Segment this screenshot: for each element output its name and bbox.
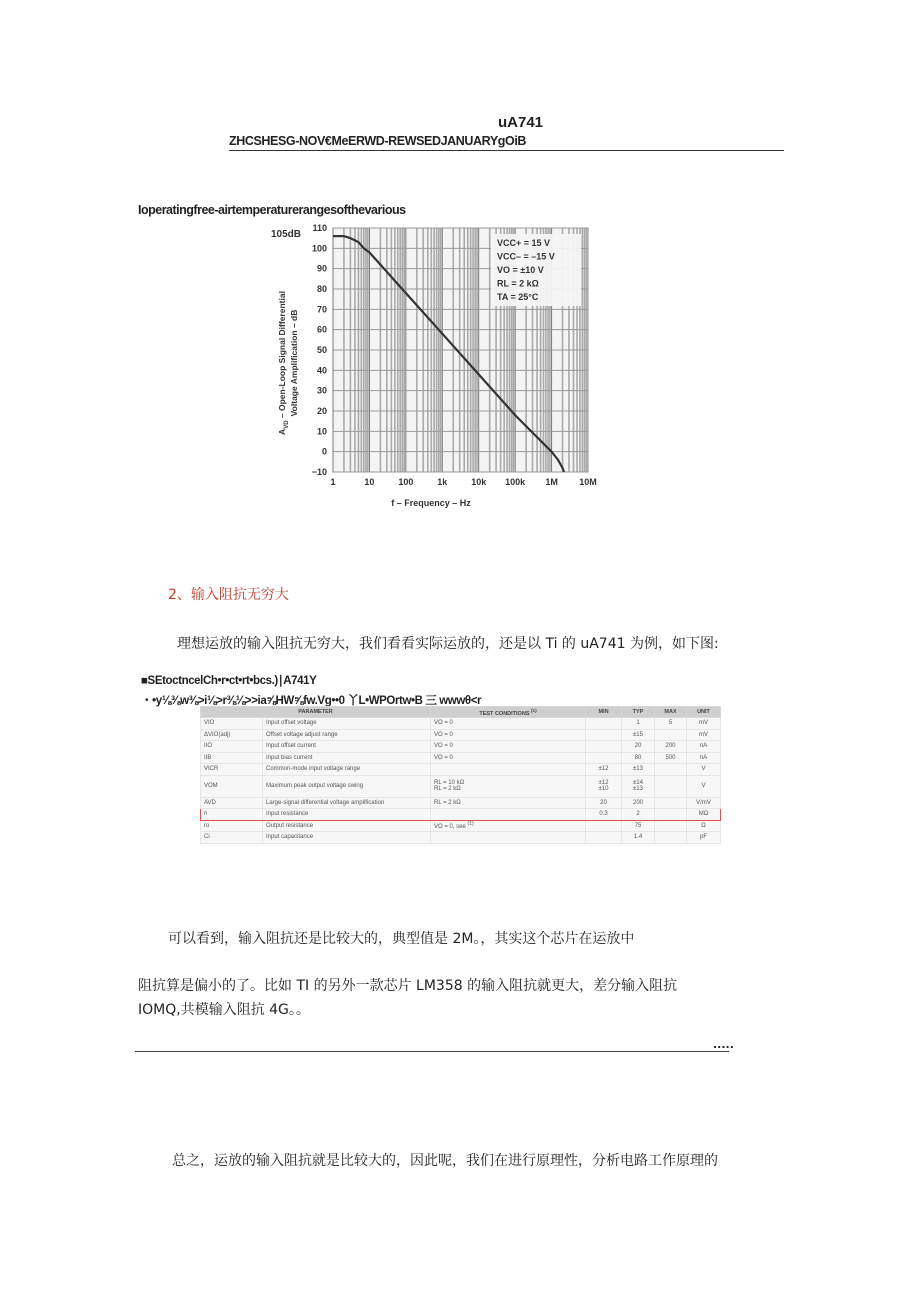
col-min: MIN bbox=[586, 707, 622, 718]
cell-max: 200 bbox=[655, 741, 687, 753]
y-tick-label: 0 bbox=[321, 446, 327, 457]
cell-min: 20 bbox=[586, 797, 622, 809]
y-axis-label-line2: Voltage Amplification – dB bbox=[289, 309, 299, 417]
table-caption-line2: ・•y⅛⅜w⅜>i⅛>r⅜⅛>>ia⅝HW⅝fw.Vg••0 丫L•WPOrtw•B 三 wwwθ<r bbox=[141, 695, 482, 707]
condition-text: VCC+ = 15 V bbox=[497, 238, 551, 248]
cell-max bbox=[655, 820, 687, 832]
cell-min: 0.3 bbox=[586, 809, 622, 821]
table-row bbox=[201, 729, 721, 741]
cell-param: Maximum peak output voltage swing bbox=[263, 775, 431, 797]
cell-min bbox=[586, 718, 622, 730]
y-axis-label-line1: $A_{VD}$ – Open-Loop Signal Differential bbox=[277, 291, 290, 435]
cell-param: Input offset current bbox=[263, 741, 431, 753]
cell-typ: 1 bbox=[622, 718, 655, 730]
cell-max bbox=[655, 832, 687, 844]
document-subtitle: ZHCSHESG-NOV€MeERWD-REWSEDJANUARYgOiB bbox=[229, 134, 527, 148]
y-tick-label: 50 bbox=[316, 345, 327, 355]
y-tick-label: 30 bbox=[316, 385, 327, 396]
x-tick-label: 100k bbox=[505, 477, 526, 487]
table-caption-line1: ■SEtoctncelCh•r•ct•rt•bcs.)∣A741Y bbox=[141, 675, 317, 687]
x-tick-label: 1M bbox=[545, 477, 558, 487]
cell-typ: ±15 bbox=[622, 729, 655, 741]
cell-param: Large-signal differential voltage amplification bbox=[263, 797, 431, 809]
cell-unit: pF bbox=[687, 832, 721, 844]
cell-symbol: Ci bbox=[201, 832, 263, 844]
cell-min: ±12 bbox=[586, 764, 622, 776]
document-title: uA741 bbox=[498, 114, 544, 131]
electrical-characteristics-table bbox=[200, 706, 720, 844]
cell-typ: 75 bbox=[622, 820, 655, 832]
table-row bbox=[201, 832, 721, 844]
table-row-input-resistance bbox=[201, 809, 721, 821]
cell-cond: VO = 0 bbox=[431, 718, 586, 730]
cell-cond: RL = 10 kΩ RL = 2 kΩ bbox=[431, 775, 586, 797]
cell-min: ±12 ±10 bbox=[586, 775, 622, 797]
col-unit: UNIT bbox=[687, 707, 721, 718]
cell-cond: VO = 0 bbox=[431, 752, 586, 764]
table-header-row bbox=[201, 707, 721, 718]
paragraph-comparison: 阻抗算是偏小的了。比如 TI 的另外一款芯片 LM358 的输入阻抗就更大，差分输入阻抗 bbox=[138, 978, 678, 994]
x-axis-label: f – Frequency – Hz bbox=[391, 498, 471, 508]
cell-symbol: IIO bbox=[201, 741, 263, 753]
open-loop-gain-chart bbox=[265, 218, 618, 510]
col-test-conditions: TEST CONDITIONS $^{(1)}$ bbox=[431, 707, 586, 718]
cell-unit: mV bbox=[687, 729, 721, 741]
cell-unit: nA bbox=[687, 741, 721, 753]
cell-min bbox=[586, 820, 622, 832]
table-row bbox=[201, 741, 721, 753]
cell-typ: 20 bbox=[622, 741, 655, 753]
cell-cond bbox=[431, 764, 586, 776]
cell-typ: 2 bbox=[622, 809, 655, 821]
x-tick-label: 10k bbox=[471, 477, 487, 487]
footer-dots: ..... bbox=[713, 1038, 734, 1051]
cell-symbol: VIO bbox=[201, 718, 263, 730]
cell-cond bbox=[431, 809, 586, 821]
cell-cond: VO = 0 bbox=[431, 729, 586, 741]
table-row-vom bbox=[201, 775, 721, 797]
x-tick-label: 10M bbox=[579, 477, 597, 487]
y-tick-label: 40 bbox=[316, 365, 327, 376]
test-conditions bbox=[491, 234, 581, 306]
cell-cond: VO = 0 bbox=[431, 741, 586, 753]
y-tick-label: 20 bbox=[316, 406, 327, 416]
cell-cond bbox=[431, 832, 586, 844]
cell-typ: 80 bbox=[622, 752, 655, 764]
cell-symbol: VOM bbox=[201, 775, 263, 797]
figure-caption: Ioperatingfree-airtemperaturerangesofthevarious bbox=[138, 203, 406, 217]
footer-divider bbox=[135, 1051, 729, 1052]
section-heading: 2、输入阻抗无穷大 bbox=[168, 587, 289, 603]
x-tick-label: 1 bbox=[330, 477, 336, 487]
cell-max bbox=[655, 809, 687, 821]
cell-max: 500 bbox=[655, 752, 687, 764]
condition-text: VO = ±10 V bbox=[497, 265, 544, 275]
table-row bbox=[201, 752, 721, 764]
cell-min bbox=[586, 741, 622, 753]
chart-svg bbox=[265, 218, 618, 510]
condition-text: VCC– = –15 V bbox=[497, 251, 555, 262]
cell-unit: MΩ bbox=[687, 809, 721, 821]
header-divider bbox=[229, 150, 784, 151]
cell-unit: mV bbox=[687, 718, 721, 730]
paragraph-summary: 总之，运放的输入阻抗就是比较大的，因此呢，我们在进行原理性，分析电路工作原理的 bbox=[172, 1153, 718, 1169]
cell-min bbox=[586, 752, 622, 764]
table-row bbox=[201, 820, 721, 832]
table-row bbox=[201, 797, 721, 809]
cell-max bbox=[655, 729, 687, 741]
cell-max bbox=[655, 775, 687, 797]
cell-param: Output resistance bbox=[263, 820, 431, 832]
paragraph-intro: 理想运放的输入阻抗无穷大，我们看看实际运放的，还是以 Ti 的 uA741 为例，如下图: bbox=[177, 636, 719, 652]
x-tick-label: 10 bbox=[364, 477, 375, 487]
cell-symbol: VICR bbox=[201, 764, 263, 776]
cell-typ: 200 bbox=[622, 797, 655, 809]
cell-unit: nA bbox=[687, 752, 721, 764]
paragraph-observation: 可以看到，输入阻抗还是比较大的，典型值是 2M。，其实这个芯片在运放中 bbox=[168, 931, 635, 947]
col-parameter: PARAMETER bbox=[201, 707, 431, 718]
cell-param: Input offset voltage bbox=[263, 718, 431, 730]
cell-max: 5 bbox=[655, 718, 687, 730]
cell-min bbox=[586, 729, 622, 741]
cell-typ: ±14 ±13 bbox=[622, 775, 655, 797]
y-tick-label: 90 bbox=[316, 263, 327, 274]
cell-symbol: ri bbox=[201, 809, 263, 821]
cell-symbol: ro bbox=[201, 820, 263, 832]
cell-max bbox=[655, 797, 687, 809]
cell-param: Input resistance bbox=[263, 809, 431, 821]
x-tick-label: 100 bbox=[398, 477, 414, 487]
cell-unit: Ω bbox=[687, 820, 721, 832]
cell-param: Common-mode input voltage range bbox=[263, 764, 431, 776]
y-tick-label: 100 bbox=[311, 243, 327, 254]
col-max: MAX bbox=[655, 707, 687, 718]
table-row bbox=[201, 718, 721, 730]
cell-cond: RL = 2 kΩ bbox=[431, 797, 586, 809]
col-typ: TYP bbox=[622, 707, 655, 718]
x-tick-label: 1k bbox=[437, 477, 448, 487]
cell-symbol: IIB bbox=[201, 752, 263, 764]
y-tick-label: 80 bbox=[316, 284, 327, 294]
condition-text: TA = 25°C bbox=[497, 292, 539, 302]
y-tick-label: 110 bbox=[312, 223, 327, 233]
y-tick-label: 60 bbox=[316, 324, 327, 335]
cell-param: Offset voltage adjust range bbox=[263, 729, 431, 741]
cell-min bbox=[586, 832, 622, 844]
y-tick-label: 10 bbox=[316, 426, 327, 437]
table-row bbox=[201, 764, 721, 776]
condition-text: RL = 2 kΩ bbox=[497, 278, 539, 289]
cell-max bbox=[655, 764, 687, 776]
cell-typ: ±13 bbox=[622, 764, 655, 776]
cell-typ: 1.4 bbox=[622, 832, 655, 844]
cell-unit: V bbox=[687, 764, 721, 776]
cell-unit: V/mV bbox=[687, 797, 721, 809]
y-tick-label: 70 bbox=[316, 304, 327, 315]
cell-param: Input capacitance bbox=[263, 832, 431, 844]
y-tick-label: −10 bbox=[311, 467, 327, 477]
cell-param: Input bias current bbox=[263, 752, 431, 764]
cell-cond: VO = 0, see $^{(1)}$ bbox=[431, 820, 586, 832]
paragraph-comparison-cont: IOMQ,共模输入阻抗 4G。。 bbox=[138, 1002, 310, 1018]
cell-symbol: AVD bbox=[201, 797, 263, 809]
cell-unit: V bbox=[687, 775, 721, 797]
cell-symbol: ΔVIO(adj) bbox=[201, 729, 263, 741]
peak-annotation: 105dB bbox=[271, 229, 302, 240]
